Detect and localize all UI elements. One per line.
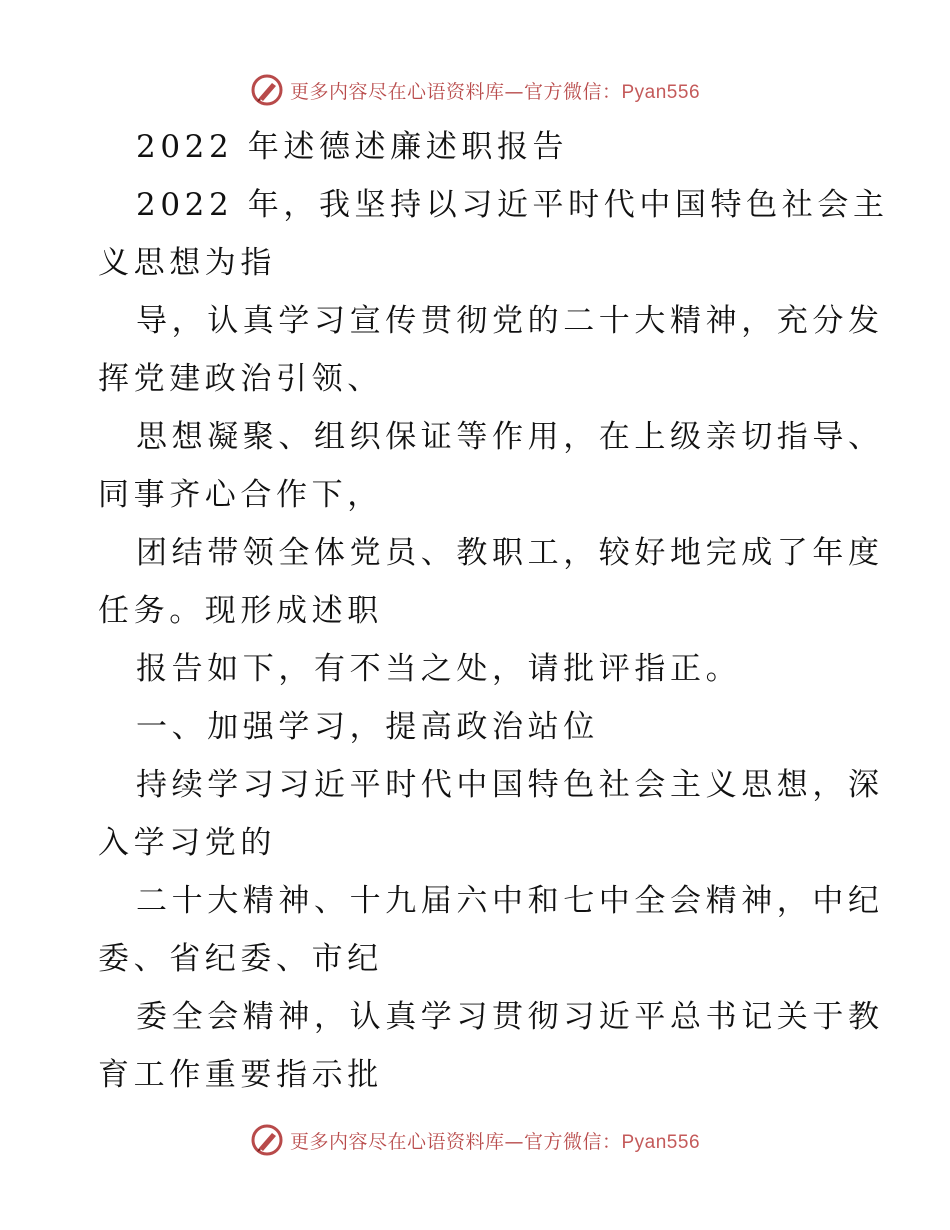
watermark-wechat-id: Pyan556	[621, 1131, 701, 1153]
text-line: 同事齐心合作下，	[98, 477, 383, 513]
text-line: 育工作重要指示批	[98, 1057, 383, 1093]
watermark-footer	[0, 1120, 950, 1160]
text-line: 思想凝聚、组织保证等作用，在上级亲切指导、	[136, 419, 884, 455]
pen-circle-logo-icon	[250, 73, 284, 107]
text-line: 入学习党的	[98, 825, 276, 861]
watermark-text	[290, 1127, 700, 1154]
text-line: 任务。现形成述职	[98, 593, 383, 629]
watermark-wechat-id: Pyan556	[621, 81, 701, 103]
watermark-dash: —	[504, 1130, 524, 1153]
text-line: 义思想为指	[98, 245, 276, 281]
text-line: 报告如下，有不当之处，请批评指正。	[136, 651, 742, 687]
watermark-main-text: 更多内容尽在心语资料库	[289, 80, 505, 103]
text-line: 一、加强学习，提高政治站位	[136, 709, 599, 745]
watermark-text	[290, 77, 700, 104]
text-line: 委全会精神，认真学习贯彻习近平总书记关于教	[136, 999, 884, 1035]
watermark-official-label: 官方微信：	[523, 1130, 622, 1153]
watermark-official-label: 官方微信：	[523, 80, 622, 103]
text-line: 持续学习习近平时代中国特色社会主义思想，深	[136, 767, 884, 803]
text-line: 委、省纪委、市纪	[98, 941, 383, 977]
text-line: 团结带领全体党员、教职工，较好地完成了年度	[136, 535, 884, 571]
text-line: 2022 年，我坚持以习近平时代中国特色社会主	[136, 187, 889, 223]
watermark-header	[0, 70, 950, 110]
text-line: 二十大精神、十九届六中和七中全会精神，中纪	[136, 883, 884, 919]
watermark-dash: —	[504, 80, 524, 103]
pen-circle-logo-icon	[250, 1123, 284, 1157]
text-line: 2022 年述德述廉述职报告	[136, 129, 569, 165]
text-line: 导，认真学习宣传贯彻党的二十大精神，充分发	[136, 303, 884, 339]
document-body	[98, 118, 889, 1104]
text-line: 挥党建政治引领、	[98, 361, 383, 397]
watermark-main-text: 更多内容尽在心语资料库	[289, 1130, 505, 1153]
